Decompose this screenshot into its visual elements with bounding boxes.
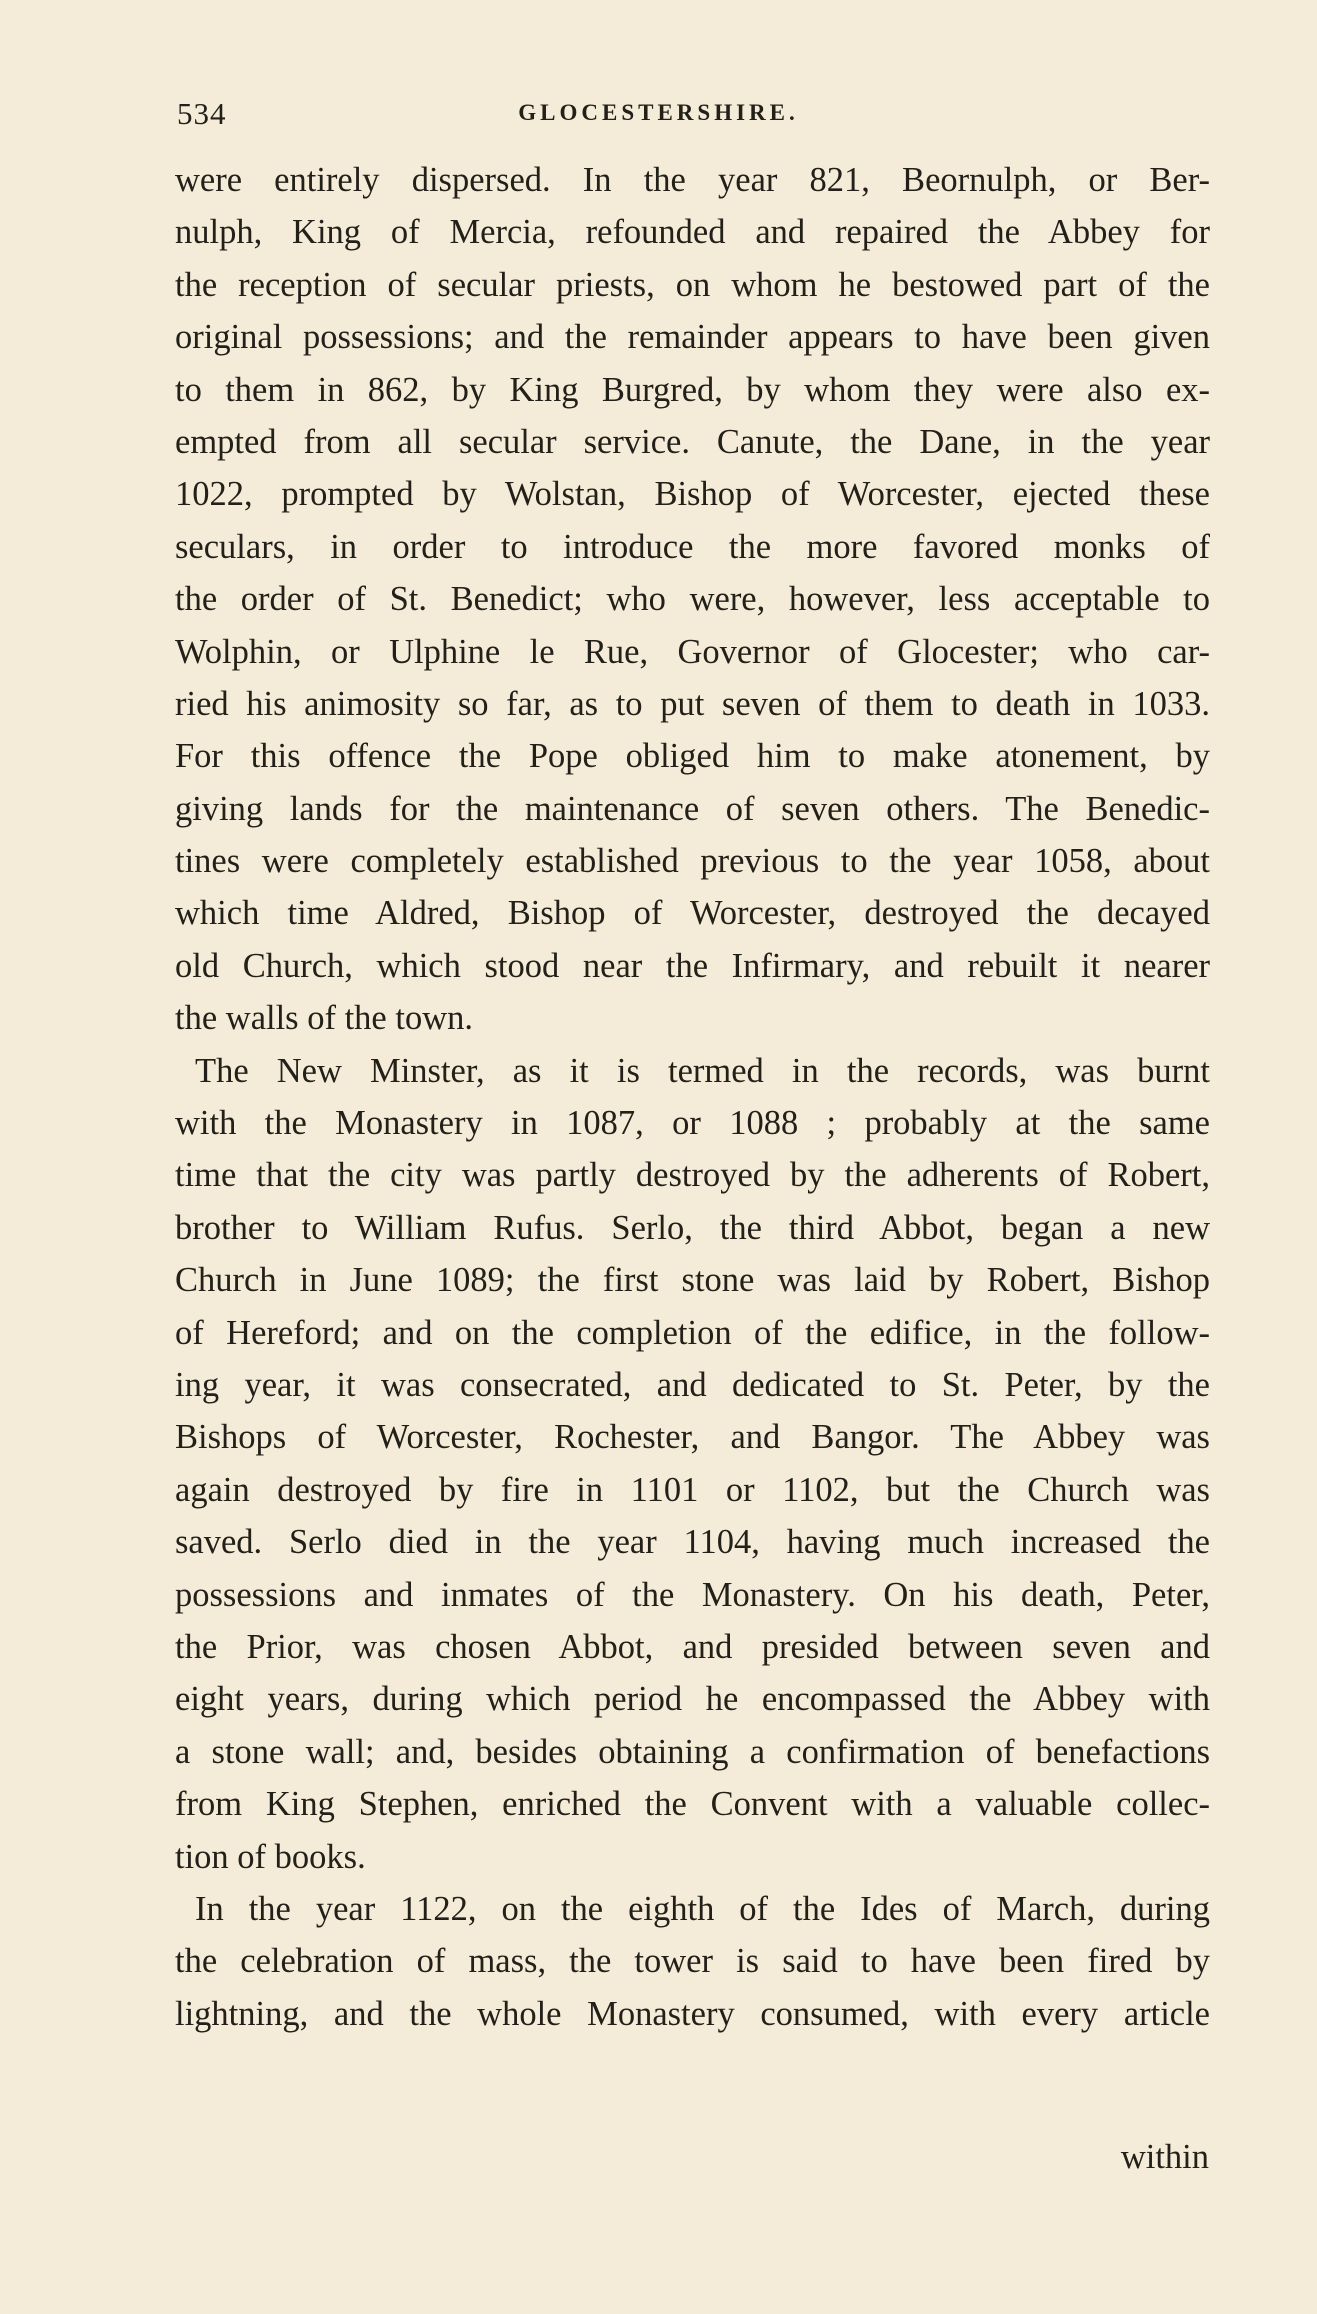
page-number: 534 (177, 96, 227, 131)
text-line: saved. Serlo died in the year 1104, having much increased the (175, 1523, 1210, 1562)
paragraph-end-line: the walls of the town. (175, 999, 473, 1038)
paragraph-end-line: tion of books. (175, 1837, 366, 1876)
text-line: to them in 862, by King Burgred, by whom they were also ex- (175, 370, 1210, 409)
text-line: again destroyed by fire in 1101 or 1102, but the Church was (175, 1470, 1210, 1509)
text-line: time that the city was partly destroyed by the adherents of Robert, (175, 1156, 1210, 1195)
body-text (175, 154, 1210, 2040)
paragraph-start-line: The New Minster, as it is termed in the records, was burnt (195, 1051, 1210, 1090)
text-line: which time Aldred, Bishop of Worcester, destroyed the decayed (175, 894, 1210, 933)
text-line: of Hereford; and on the completion of the edifice, in the follow- (175, 1313, 1210, 1352)
text-line: empted from all secular service. Canute, the Dane, in the year (175, 422, 1210, 461)
text-line: original possessions; and the remainder appears to have been given (175, 318, 1210, 357)
text-line: giving lands for the maintenance of seven others. The Benedic- (175, 789, 1210, 828)
text-line: nulph, King of Mercia, refounded and repaired the Abbey for (175, 213, 1210, 252)
text-line: with the Monastery in 1087, or 1088 ; probably at the same (175, 1104, 1210, 1143)
text-line: a stone wall; and, besides obtaining a confirmation of benefactions (175, 1732, 1210, 1771)
text-line: old Church, which stood near the Infirmary, and rebuilt it nearer (175, 946, 1210, 985)
text-line: possessions and inmates of the Monastery. On his death, Peter, (175, 1575, 1210, 1614)
text-line: Wolphin, or Ulphine le Rue, Governor of Glocester; who car- (175, 632, 1210, 671)
text-line: Church in June 1089; the first stone was laid by Robert, Bishop (175, 1261, 1210, 1300)
page-header (0, 96, 1317, 136)
catchword: within (1120, 2138, 1209, 2176)
text-line: lightning, and the whole Monastery consumed, with every article (175, 1994, 1210, 2033)
text-line: ing year, it was consecrated, and dedicated to St. Peter, by the (175, 1365, 1210, 1404)
text-line: 1022, prompted by Wolstan, Bishop of Worcester, ejected these (175, 475, 1210, 514)
text-line: were entirely dispersed. In the year 821, Beornulph, or Ber- (175, 161, 1210, 199)
text-line: seculars, in order to introduce the more favored monks of (175, 527, 1210, 566)
text-line: eight years, during which period he encompassed the Abbey with (175, 1680, 1210, 1719)
text-line: tines were completely established previous to the year 1058, about (175, 842, 1210, 881)
text-line: For this offence the Pope obliged him to make atonement, by (175, 737, 1210, 776)
text-line: the celebration of mass, the tower is said to have been fired by (175, 1942, 1210, 1981)
text-line: the reception of secular priests, on whom he bestowed part of the (175, 265, 1210, 304)
text-line: the order of St. Benedict; who were, however, less acceptable to (175, 580, 1210, 619)
running-head: GLOCESTERSHIRE. (518, 100, 799, 125)
text-line: from King Stephen, enriched the Convent with a valuable collec- (175, 1785, 1210, 1824)
paragraph-start-line: In the year 1122, on the eighth of the Ides of March, during (195, 1889, 1210, 1928)
text-line: ried his animosity so far, as to put seven of them to death in 1033. (175, 684, 1210, 723)
text-line: brother to William Rufus. Serlo, the third Abbot, began a new (175, 1208, 1210, 1247)
text-line: the Prior, was chosen Abbot, and presided between seven and (175, 1627, 1210, 1666)
text-line: Bishops of Worcester, Rochester, and Bangor. The Abbey was (175, 1418, 1210, 1457)
